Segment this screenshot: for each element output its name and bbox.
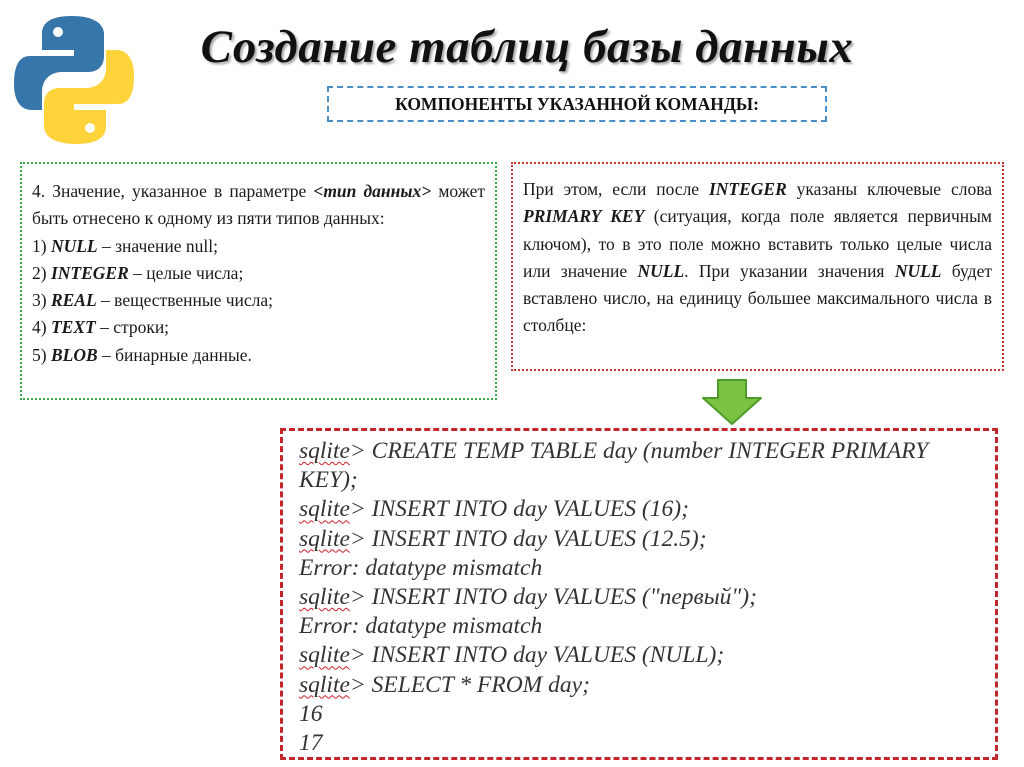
code-line: sqlite> INSERT INTO day VALUES (16); — [299, 496, 689, 523]
page-title: Создание таблиц базы данных — [200, 21, 854, 73]
data-types-intro: 4. Значение, указанное в параметре <тип данных> может быть отнесено к одному из пяти типов данных: — [32, 181, 486, 229]
section-subtitle: КОМПОНЕНТЫ УКАЗАННОЙ КОМАНДЫ: — [327, 86, 827, 122]
code-prompt: sqlite — [299, 496, 350, 523]
data-type-item-integer: 2) INTEGER – целые числа; — [32, 262, 244, 283]
code-prompt: sqlite — [299, 671, 350, 698]
code-prompt: sqlite — [299, 642, 350, 669]
code-prompt: sqlite — [299, 438, 350, 464]
data-type-item-real: 3) REAL – вещественные числа; — [32, 290, 274, 311]
code-line: Error: datatype mismatch — [299, 554, 543, 581]
code-line: sqlite> INSERT INTO day VALUES (NULL); — [299, 642, 725, 669]
sql-code-example — [280, 428, 998, 760]
data-type-item-null: 1) NULL – значение null; — [32, 235, 218, 256]
primary-key-note-box: При этом, если после INTEGER указаны ключевые слова PRIMARY KEY (ситуация, когда поле является первичным ключом), то в это поле можно вставить только целые числа или значение NULL. При указании значения NULL будет вставлено число, на единицу большее максимального числа в столбце: — [511, 162, 1004, 371]
code-line: Error: datatype mismatch — [299, 613, 543, 640]
down-arrow-icon — [700, 378, 764, 426]
data-types-box — [20, 162, 497, 400]
code-line: sqlite> INSERT INTO day VALUES (12.5); — [299, 525, 707, 552]
data-type-item-text: 4) TEXT – строки; — [32, 317, 170, 338]
code-line: sqlite> INSERT INTO day VALUES ("первый"); — [299, 584, 757, 611]
code-line: sqlite> CREATE TEMP TABLE day (number INTEGER PRIMARY — [299, 438, 929, 464]
data-type-item-blob: 5) BLOB – бинарные данные. — [32, 344, 252, 365]
code-prompt: sqlite — [299, 525, 350, 552]
code-prompt: sqlite — [299, 584, 350, 611]
code-line: 17 — [299, 730, 323, 757]
code-line: 16 — [299, 700, 323, 727]
code-line: sqlite> SELECT * FROM day; — [299, 671, 590, 698]
code-line: KEY); — [299, 467, 358, 494]
